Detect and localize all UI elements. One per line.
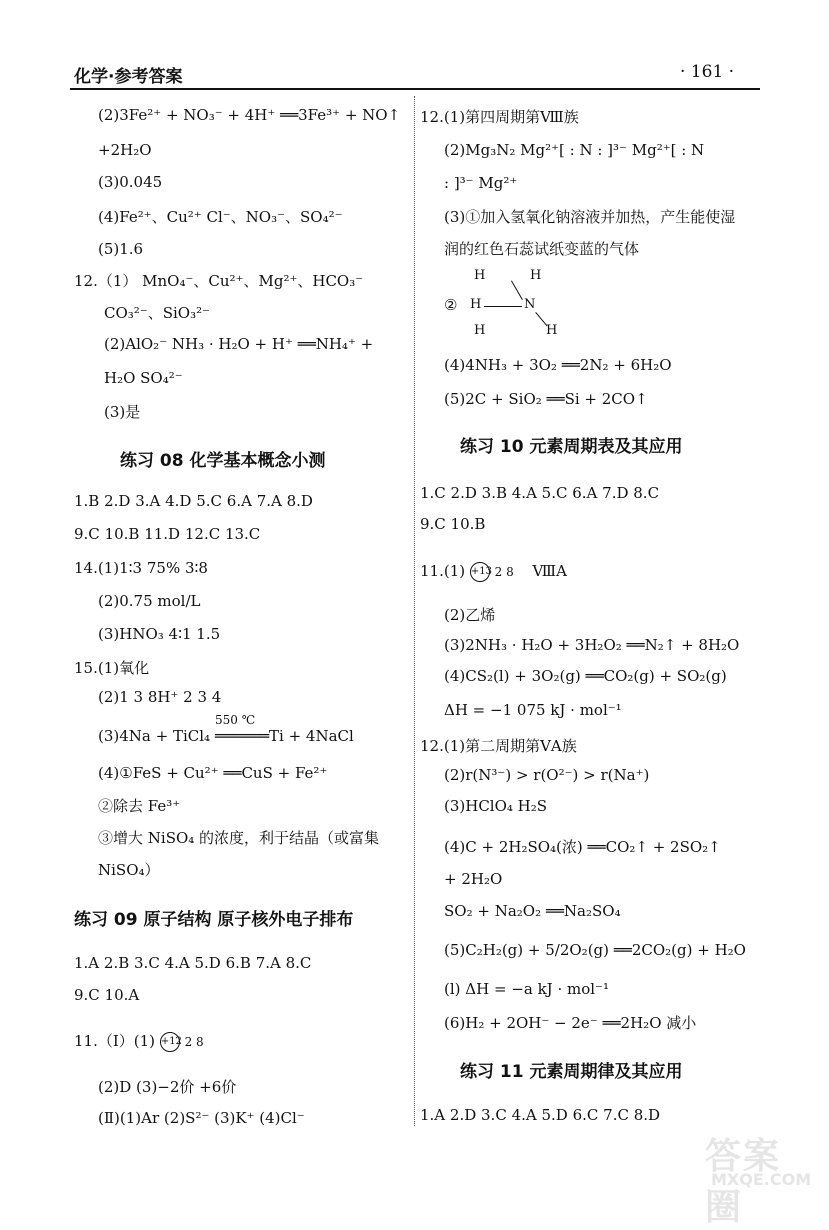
answer-line: (4)4NH₃ + 3O₂ ══2N₂ + 6H₂O [444,356,672,374]
left-q11-prefix: 11.（Ⅰ）(1) [74,1032,156,1050]
answer-line: : ]³⁻ Mg²⁺ [444,174,518,192]
mg-nucleus-icon: +12 [160,1032,180,1052]
answer-line: 15.(1)氧化 [74,659,150,677]
answer-line: (4)CS₂(l) + 3O₂(g) ══CO₂(g) + SO₂(g) [444,667,727,685]
answer-line: CO₃²⁻、SiO₃²⁻ [104,304,211,322]
answer-line: H₂O SO₄²⁻ [104,369,183,387]
h-atom-top-left: H [474,268,486,283]
answer-line: NiSO₄） [98,861,160,879]
answer-line: 1.C 2.D 3.B 4.A 5.C 6.A 7.D 8.C [420,484,660,502]
answer-line: (l) ΔH = −a kJ · mol⁻¹ [444,980,609,998]
answer-line: SO₂ + Na₂O₂ ══Na₂SO₄ [444,902,621,920]
answer-line: (3)2NH₃ · H₂O + 3H₂O₂ ══N₂↑ + 8H₂O [444,636,740,654]
answer-line: (2)AlO₂⁻ NH₃ · H₂O + H⁺ ══NH₄⁺ + [104,335,374,353]
answer-line: ΔH = −1 075 kJ · mol⁻¹ [444,701,622,719]
answer-line: (6)H₂ + 2OH⁻ − 2e⁻ ══2H₂O 减小 [444,1014,697,1032]
answer-line: 9.C 10.B [420,515,486,533]
answer-line: (2)乙烯 [444,606,496,624]
answer-line: ②除去 Fe³⁺ [98,797,181,815]
h-atom-bottom: H [474,323,486,338]
answer-line: 12.（1） MnO₄⁻、Cu²⁺、Mg²⁺、HCO₃⁻ [74,272,364,290]
mg-shells: 2 8 [184,1035,204,1049]
left-q11-label [74,1030,204,1052]
answer-line: (3)0.045 [98,173,163,191]
reaction-condition: 550 ℃ [215,713,256,727]
h-atom-top-right: H [530,268,542,283]
watermark-url: MXQE.COM [711,1170,812,1189]
answer-line: +2H₂O [98,141,152,159]
section-title: 练习 10 元素周期表及其应用 [460,437,683,457]
al-group: ⅧA [532,562,568,580]
answer-line: 润的红色石蕊试纸变蓝的气体 [444,240,640,258]
answer-line: 12.(1)第四周期第Ⅷ族 [420,108,579,126]
watermark [705,1128,815,1228]
answer-line: (2)Mg₃N₂ Mg²⁺[ : N : ]³⁻ Mg²⁺[ : N [444,141,705,159]
section-title: 练习 08 化学基本概念小测 [120,451,326,471]
answer-line: (5)2C + SiO₂ ══Si + 2CO↑ [444,390,648,408]
answer-line: 14.(1)1∶3 75% 3∶8 [74,559,208,577]
bond-n-h-lower [535,312,547,326]
section-title: 练习 09 原子结构 原子核外电子排布 [74,910,354,930]
answer-line: (Ⅱ)(1)Ar (2)S²⁻ (3)K⁺ (4)Cl⁻ [98,1109,305,1127]
bond-h-n [484,306,522,307]
answer-line: (5)1.6 [98,240,144,258]
answer-line: (4)Fe²⁺、Cu²⁺ Cl⁻、NO₃⁻、SO₄²⁻ [98,208,343,226]
h-atom-bottom-right: H [546,323,558,338]
answer-line: (2)3Fe²⁺ + NO₃⁻ + 4H⁺ ══3Fe³⁺ + NO↑ [98,106,401,124]
n-atom: N [524,297,536,312]
answer-line: ③增大 NiSO₄ 的浓度，利于结晶（或富集 [98,829,380,847]
answer-line: 9.C 10.A [74,986,140,1004]
answer-line: 1.A 2.B 3.C 4.A 5.D 6.B 7.A 8.C [74,954,312,972]
al-shells: 2 8 [494,565,514,579]
answer-line: (3)4Na + TiCl₄ ══════Ti + 4NaCl [98,727,354,745]
right-q11-label [420,562,567,582]
answer-line: 9.C 10.B 11.D 12.C 13.C [74,525,261,543]
header-left: 化学·参考答案 [74,67,183,87]
answer-line: 12.(1)第二周期第ⅤA族 [420,737,577,755]
answer-line: + 2H₂O [444,870,503,888]
answer-line: (2)D (3)−2价 +6价 [98,1078,237,1096]
h-atom-left: H [470,297,482,312]
watermark-logo: 答案圈 [705,1136,782,1228]
answer-line: (2)1 3 8H⁺ 2 3 4 [98,688,222,706]
al-nucleus-icon: +13 [470,562,490,582]
answer-line: (2)r(N³⁻) > r(O²⁻) > r(Na⁺) [444,766,650,784]
structure-label: ② [444,296,458,314]
answer-line: (5)C₂H₂(g) + 5/2O₂(g) ══2CO₂(g) + H₂O [444,941,746,959]
column-divider [414,96,415,1126]
bond-n-h-upper [511,280,523,300]
header-rule [70,88,760,90]
answer-line: (3)HNO₃ 4∶1 1.5 [98,625,221,643]
answer-line: (2)0.75 mol/L [98,592,201,610]
right-q11-prefix: 11.(1) [420,562,466,580]
page-number: · 161 · [680,62,735,82]
answer-line: (3)是 [104,403,141,421]
section-title: 练习 11 元素周期律及其应用 [460,1062,683,1082]
answer-line: (4)①FeS + Cu²⁺ ══CuS + Fe²⁺ [98,764,328,782]
answer-line: (3)①加入氢氧化钠溶液并加热，产生能使湿 [444,208,736,226]
answer-line: (4)C + 2H₂SO₄(浓) ══CO₂↑ + 2SO₂↑ [444,838,721,856]
answer-line: 1.A 2.D 3.C 4.A 5.D 6.C 7.C 8.D [420,1106,661,1124]
answer-line: 1.B 2.D 3.A 4.D 5.C 6.A 7.A 8.D [74,492,313,510]
answer-line: (3)HClO₄ H₂S [444,797,548,815]
